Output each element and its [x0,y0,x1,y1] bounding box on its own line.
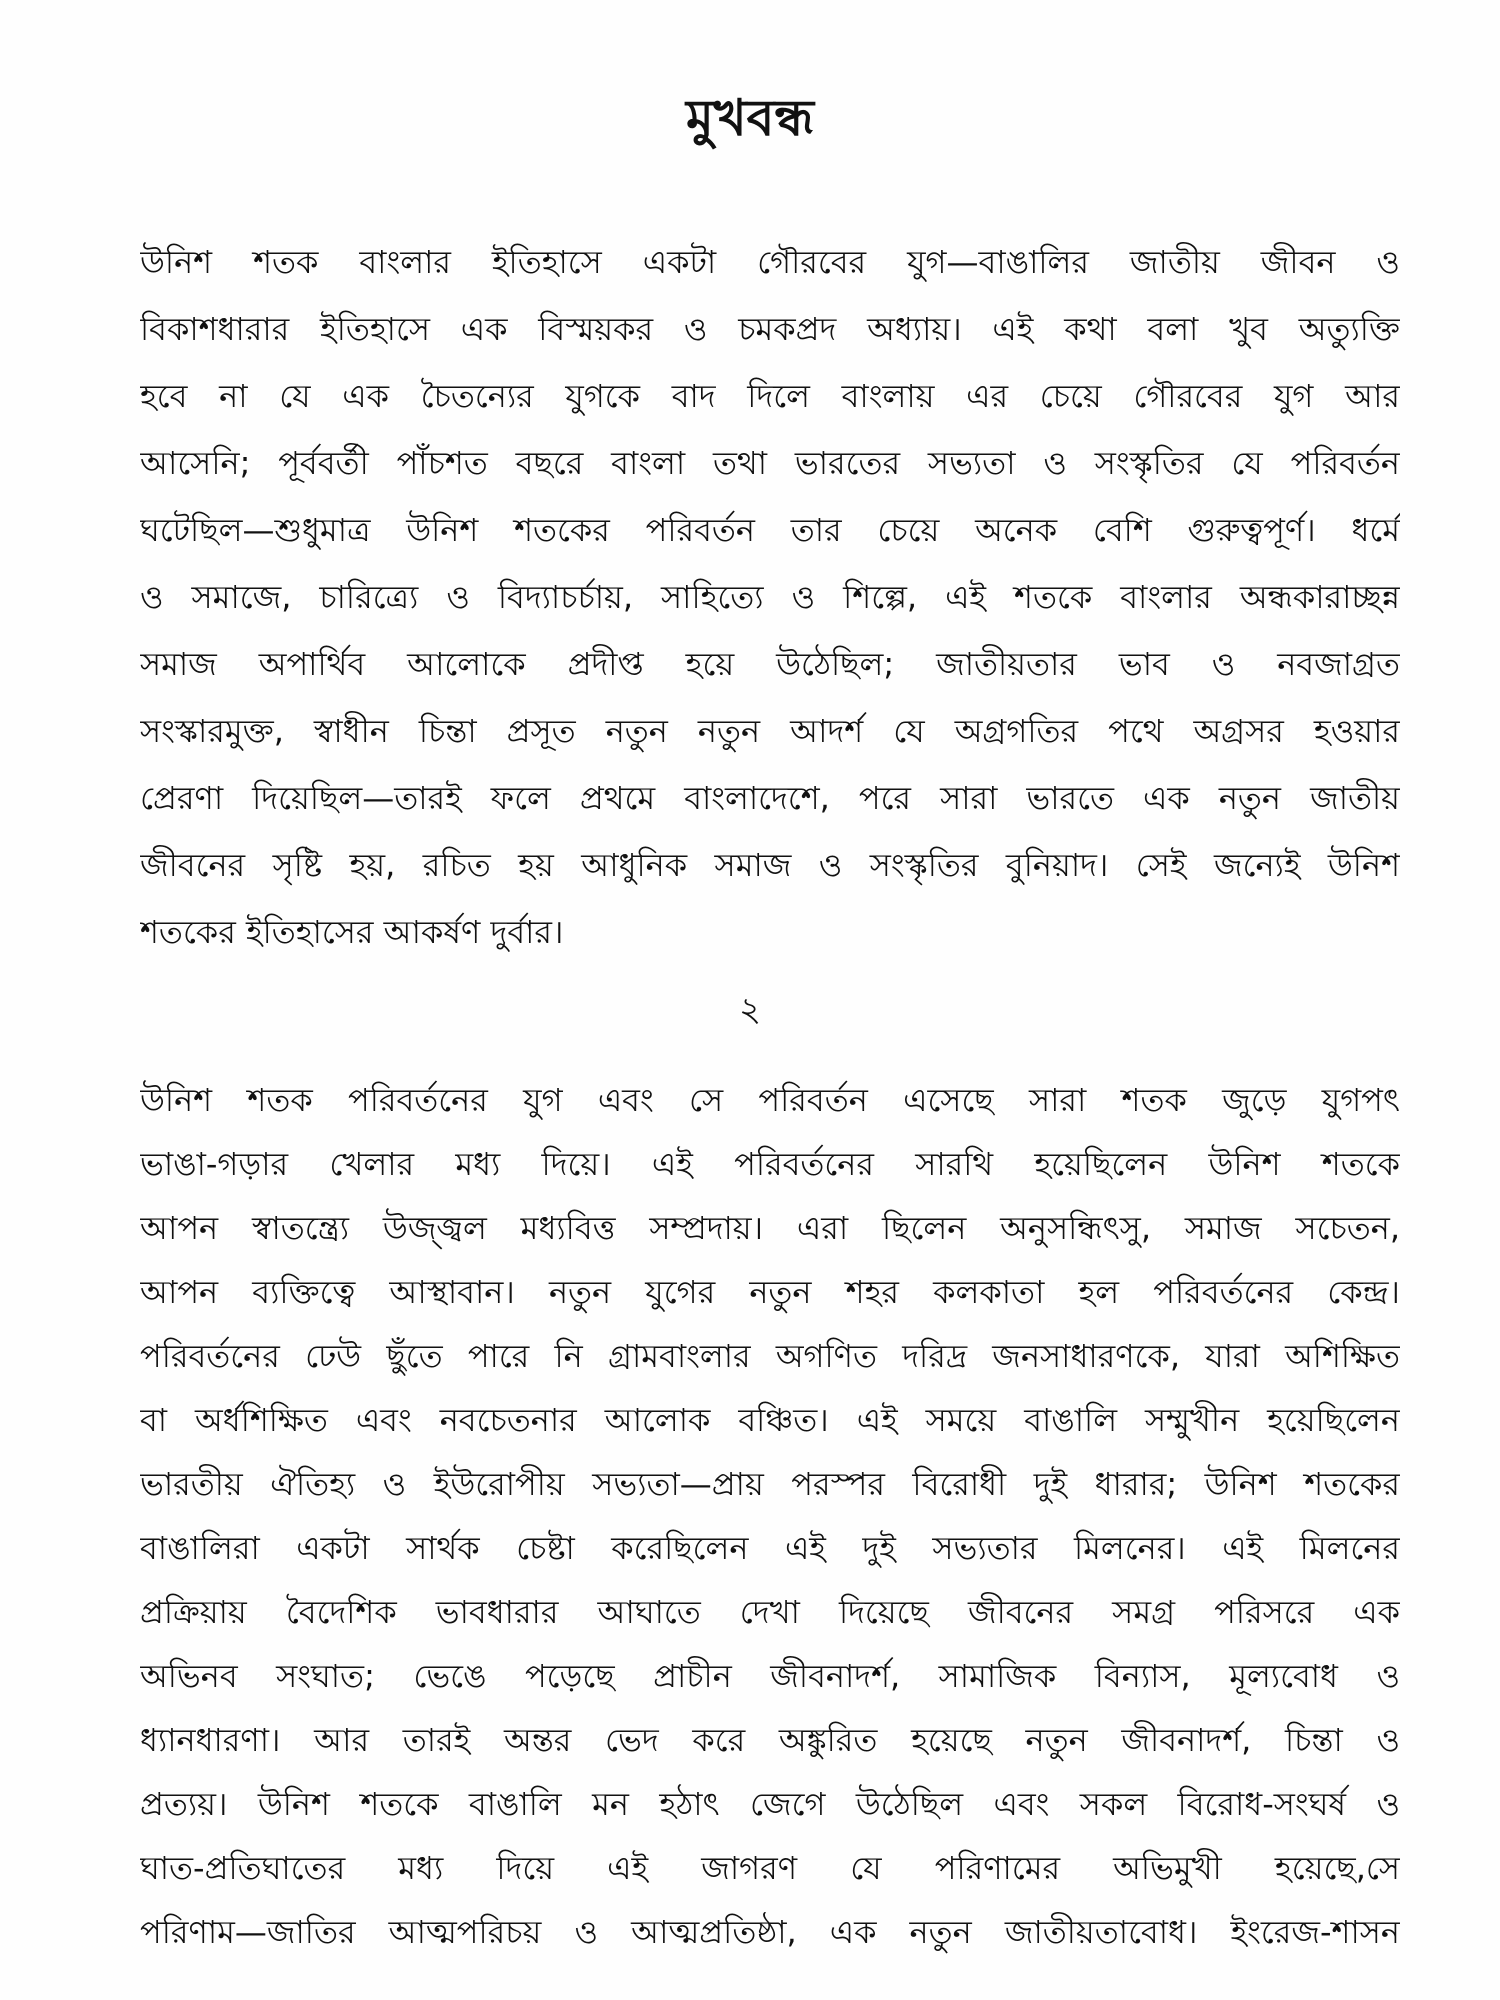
paragraph-1-line: সংস্কারমুক্ত, স্বাধীন চিন্তা প্রসূত নতুন নতুন আদর্শ যে অগ্রগতির পথে অগ্রসর হওয়ার [140,712,1400,750]
paragraph-1-line: জীবনের সৃষ্টি হয়, রচিত হয় আধুনিক সমাজ ও সংস্কৃতির বুনিয়াদ। সেই জন্যেই উনিশ [140,846,1400,884]
paragraph-2-line: আপন ব্যক্তিত্বে আস্থাবান। নতুন যুগের নতুন শহর কলকাতা হল পরিবর্তনের কেন্দ্র। [140,1273,1400,1311]
paragraph-1-line: ঘটেছিল—শুধুমাত্র উনিশ শতকের পরিবর্তন তার চেয়ে অনেক বেশি গুরুত্বপূর্ণ। ধর্মে [140,511,1400,549]
paragraph-2-line: পরিণাম—জাতির আত্মপরিচয় ও আত্মপ্রতিষ্ঠা, এক নতুন জাতীয়তাবোধ। ইংরেজ-শাসন [140,1913,1400,1951]
paragraph-2-line: অভিনব সংঘাত; ভেঙে পড়েছে প্রাচীন জীবনাদর্শ, সামাজিক বিন্যাস, মূল্যবোধ ও [140,1657,1400,1695]
section-number: ২ [738,990,762,1030]
paragraph-1-line: বিকাশধারার ইতিহাসে এক বিস্ময়কর ও চমকপ্রদ অধ্যায়। এই কথা বলা খুব অত্যুক্তি [140,310,1400,348]
paragraph-1-line: ও সমাজে, চারিত্র্যে ও বিদ্যাচর্চায়, সাহিত্যে ও শিল্পে, এই শতকে বাংলার অন্ধকারাচ্ছন্ন [140,578,1400,616]
paragraph-2-line: ঘাত-প্রতিঘাতের মধ্য দিয়ে এই জাগরণ যে পরিণামের অভিমুখী হয়েছে,সে [140,1849,1400,1887]
paragraph-1-line: শতকের ইতিহাসের আকর্ষণ দুর্বার। [140,913,564,951]
paragraph-1-line: উনিশ শতক বাংলার ইতিহাসে একটা গৌরবের যুগ—বাঙালির জাতীয় জীবন ও [140,243,1400,281]
paragraph-2-line: আপন স্বাতন্ত্র্যে উজ্জ্বল মধ্যবিত্ত সম্প্রদায়। এরা ছিলেন অনুসন্ধিৎসু, সমাজ সচেতন, [140,1209,1400,1247]
paragraph-1-line: সমাজ অপার্থিব আলোকে প্রদীপ্ত হয়ে উঠেছিল; জাতীয়তার ভাব ও নবজাগ্রত [140,645,1400,683]
paragraph-1-line: হবে না যে এক চৈতন্যের যুগকে বাদ দিলে বাংলায় এর চেয়ে গৌরবের যুগ আর [140,377,1400,415]
paragraph-2-line: প্রত্যয়। উনিশ শতকে বাঙালি মন হঠাৎ জেগে উঠেছিল এবং সকল বিরোধ-সংঘর্ষ ও [140,1785,1400,1823]
paragraph-2-line: ভাঙা-গড়ার খেলার মধ্য দিয়ে। এই পরিবর্তনের সারথি হয়েছিলেন উনিশ শতকে [140,1145,1400,1183]
paragraph-2-line: ভারতীয় ঐতিহ্য ও ইউরোপীয় সভ্যতা—প্রায় পরস্পর বিরোধী দুই ধারার; উনিশ শতকের [140,1465,1400,1503]
paragraph-1-line: প্রেরণা দিয়েছিল—তারই ফলে প্রথমে বাংলাদেশে, পরে সারা ভারতে এক নতুন জাতীয় [140,779,1400,817]
paragraph-2-line: বাঙালিরা একটা সার্থক চেষ্টা করেছিলেন এই দুই সভ্যতার মিলনের। এই মিলনের [140,1529,1400,1567]
paragraph-2-line: পরিবর্তনের ঢেউ ছুঁতে পারে নি গ্রামবাংলার অগণিত দরিদ্র জনসাধারণকে, যারা অশিক্ষিত [140,1337,1400,1375]
paragraph-2-line: উনিশ শতক পরিবর্তনের যুগ এবং সে পরিবর্তন এসেছে সারা শতক জুড়ে যুগপৎ [140,1081,1400,1119]
paragraph-2-line: ধ্যানধারণা। আর তারই অন্তর ভেদ করে অঙ্কুরিত হয়েছে নতুন জীবনাদর্শ, চিন্তা ও [140,1721,1400,1759]
paragraph-2-line: প্রক্রিয়ায় বৈদেশিক ভাবধারার আঘাতে দেখা দিয়েছে জীবনের সমগ্র পরিসরে এক [140,1593,1400,1631]
page-title: মুখবন্ধ [685,89,815,147]
paragraph-1-line: আসেনি; পূর্ববর্তী পাঁচশত বছরে বাংলা তথা ভারতের সভ্যতা ও সংস্কৃতির যে পরিবর্তন [140,444,1400,482]
paragraph-2-line: বা অর্ধশিক্ষিত এবং নবচেতনার আলোক বঞ্চিত। এই সময়ে বাঙালি সম্মুখীন হয়েছিলেন [140,1401,1400,1439]
